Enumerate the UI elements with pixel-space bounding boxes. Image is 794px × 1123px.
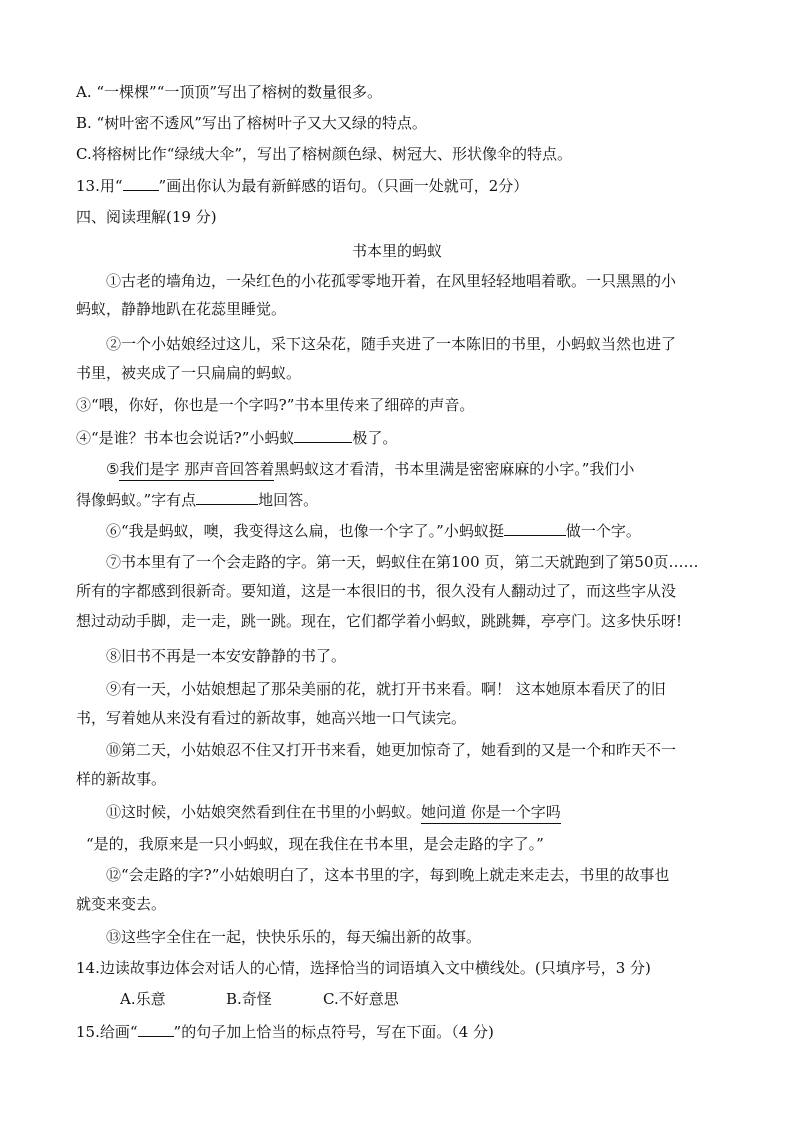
paragraph-11-line-1: [106, 801, 561, 824]
paragraph-10-line-2: 样的新故事。: [76, 770, 167, 788]
paragraph-10-line-1: ⑩第二天，小姑娘忍不住又打开书来看，她更加惊奇了，她看到的又是一个和昨天不一: [106, 741, 677, 759]
paragraph-1-line-1: ①古老的墙角边，一朵红色的小花孤零零地开着，在风里轻轻地唱着歌。一只黑黑的小: [106, 272, 677, 290]
underline-sample-2: [138, 1020, 174, 1037]
fill-blank-2: [196, 488, 258, 505]
paragraph-9-line-2: 书，写着她从来没有看过的新故事，她高兴地一口气读完。: [76, 709, 467, 727]
paragraph-5-text: 得像蚂蚁。”字有点: [76, 491, 197, 509]
paragraph-1-line-2: 蚂蚁，静静地趴在花蕊里睡觉。: [76, 300, 287, 318]
question-15-text: ”的句子加上恰当的标点符号，写在下面。（4 分): [173, 1023, 494, 1041]
paragraph-4: [76, 426, 397, 449]
fill-blank-3: [504, 519, 566, 536]
paragraph-11-text: ⑪这时候，小姑娘突然看到住在书里的小蚂蚁。: [106, 803, 422, 821]
question-14-option-b: B.奇怪: [226, 990, 272, 1008]
question-13-text: ”画出你认为最有新鲜感的语句。（只画一处就可，2分）: [158, 177, 529, 195]
paragraph-7-line-3: 想过动动手脚，走一走，跳一跳。现在，它们都学着小蚂蚁，跳跳舞，亭亭门。这多快乐呀!: [76, 612, 683, 630]
paragraph-7-line-2: 所有的字都感到很新奇。要知道，这是一本很旧的书，很久没有人翻动过了，而这些字从没: [76, 582, 677, 600]
question-13-prefix: 13.用“: [76, 177, 123, 195]
underlined-sentence-1: 我们是字 那声音回答着: [119, 458, 274, 481]
question-14-option-a: A.乐意: [120, 990, 166, 1008]
paragraph-5-number: ⑤: [106, 460, 120, 478]
paragraph-6: [106, 519, 641, 542]
paragraph-12-line-2: 就变来变去。: [76, 895, 167, 913]
section-heading: 四、阅读理解(19 分): [76, 208, 217, 226]
underlined-sentence-2: 她问道 你是一个字吗: [421, 801, 561, 824]
paragraph-12-line-1: ⑫“会走路的字?”小姑娘明白了，这本书里的字，每到晚上就走来走去，书里的故事也: [106, 866, 670, 884]
question-14-option-c: C.不好意思: [323, 990, 399, 1008]
question-15: [76, 1020, 494, 1043]
underline-sample: [123, 174, 159, 191]
paragraph-5-end: 地回答。: [258, 491, 319, 509]
question-13: [76, 174, 528, 197]
paragraph-11-line-2: “是的，我原来是一只小蚂蚁，现在我住在书本里，是会走路的字了。”: [86, 835, 544, 853]
option-a: A. “一棵棵”“一顶顶”写出了榕树的数量很多。: [76, 83, 383, 101]
paragraph-4-end: 极了。: [352, 429, 398, 447]
question-14: 14.边读故事边体会对话人的心情，选择恰当的词语填入文中横线处。(只填序号，3 分): [76, 959, 651, 977]
story-title: 书本里的蚂蚁: [351, 242, 442, 260]
fill-blank-1: [294, 426, 352, 443]
paragraph-2-line-1: ②一个小姑娘经过这儿，采下这朵花，随手夹进了一本陈旧的书里，小蚂蚁当然也进了: [106, 335, 677, 353]
paragraph-8: ⑧旧书不再是一本安安静静的书了。: [106, 647, 347, 665]
paragraph-5-rest: 黑蚂蚁这才看清，书本里满是密密麻麻的小字。”我们小: [274, 460, 635, 478]
paragraph-6-end: 做一个字。: [565, 522, 641, 540]
option-b: B. “树叶密不透风”写出了榕树叶子又大又绿的特点。: [76, 114, 427, 132]
paragraph-6-text: ⑥“我是蚂蚁，噢，我变得这么扁，也像一个字了。”小蚂蚁挺: [106, 522, 504, 540]
paragraph-7-line-1: ⑦书本里有了一个会走路的字。第一天，蚂蚁住在第100 页，第二天就跑到了第50页……: [106, 553, 699, 571]
paragraph-2-line-2: 书里，被夹成了一只扁扁的蚂蚁。: [76, 364, 302, 382]
paragraph-4-text: ④“是谁？书本也会说话?”小蚂蚁: [76, 429, 295, 447]
paragraph-3: ③“喂，你好，你也是一个字吗?”书本里传来了细碎的声音。: [76, 396, 475, 414]
paragraph-5-line-2: [76, 488, 318, 511]
paragraph-5-line-1: [106, 458, 634, 481]
paragraph-13: ⑬这些字全住在一起，快快乐乐的，每天编出新的故事。: [106, 928, 482, 946]
paragraph-9-line-1: ⑨有一天，小姑娘想起了那朵美丽的花，就打开书来看。啊！ 这本她原本看厌了的旧: [106, 680, 666, 698]
option-c: C.将榕树比作“绿绒大伞”，写出了榕树颜色绿、树冠大、形状像伞的特点。: [76, 145, 573, 163]
question-15-prefix: 15.给画“: [76, 1023, 138, 1041]
